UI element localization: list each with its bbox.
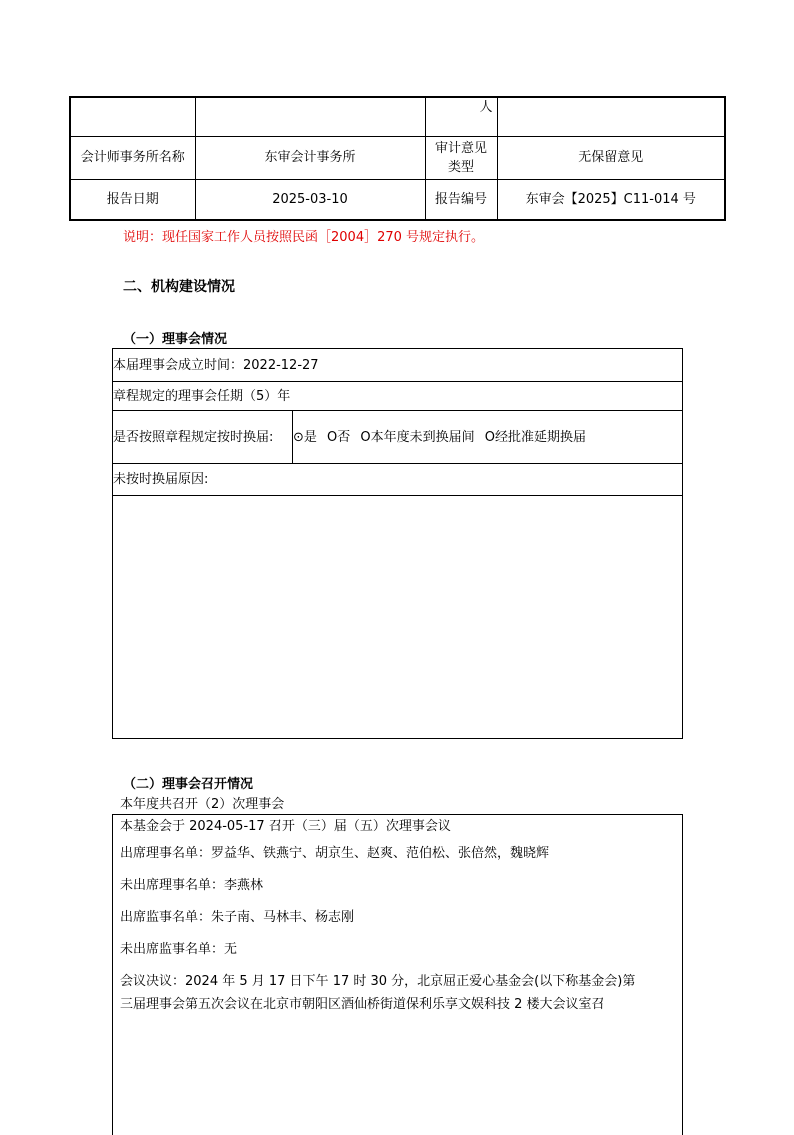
table-cell xyxy=(195,97,425,136)
table-row xyxy=(70,97,725,136)
section-title: 二、机构建设情况 xyxy=(123,279,235,295)
report-date-label: 报告日期 xyxy=(70,179,195,220)
reason-label: 未按时换届原因: xyxy=(113,464,683,496)
established-date: 本届理事会成立时间：2022-12-27 xyxy=(113,349,683,382)
resolution-line: 会议决议：2024 年 5 月 17 日下午 17 时 30 分，北京屈正爱心基金会(以下称基金会)第 xyxy=(120,974,636,989)
table-cell xyxy=(425,97,497,136)
absent-supervisors-list: 未出席监事名单：无 xyxy=(120,942,238,957)
radio-no[interactable]: O否 xyxy=(327,429,351,445)
radio-approved-delay[interactable]: O经批准延期换届 xyxy=(484,429,587,445)
meetings-title: （二）理事会召开情况 xyxy=(123,777,254,792)
resolution-line: 三届理事会第五次会议在北京市朝阳区酒仙桥街道保利乐享文娱科技 2 楼大会议室召 xyxy=(120,997,605,1012)
on-time-options xyxy=(293,411,683,464)
table-row xyxy=(113,349,683,382)
note-text: 说明：现任国家工作人员按照民函［2004］270 号规定执行。 xyxy=(123,230,485,245)
table-cell xyxy=(70,97,195,136)
board-info-table xyxy=(112,348,683,739)
board-info-title: （一）理事会情况 xyxy=(123,332,228,347)
meetings-summary: 本年度共召开（2）次理事会 xyxy=(120,797,285,812)
radio-yes[interactable]: ⊙是 xyxy=(293,429,317,445)
table-row xyxy=(113,411,683,464)
firm-name-value: 东审会计事务所 xyxy=(195,136,425,179)
table-row xyxy=(113,496,683,739)
person-label: 人 xyxy=(479,100,493,115)
report-number-label: 报告编号 xyxy=(425,179,497,220)
meeting-record xyxy=(112,814,683,1135)
table-row xyxy=(70,179,725,220)
report-date-value: 2025-03-10 xyxy=(195,179,425,220)
attendees-list: 出席理事名单：罗益华、铁燕宁、胡京生、赵爽、范伯松、张倍然，魏晓辉 xyxy=(120,846,550,861)
table-cell xyxy=(497,97,725,136)
meeting-header: 本基金会于 2024-05-17 召开（三）届（五）次理事会议 xyxy=(120,819,451,834)
opinion-type-value: 无保留意见 xyxy=(497,136,725,179)
supervisors-list: 出席监事名单：朱子南、马林丰、杨志刚 xyxy=(120,910,355,925)
firm-name-label: 会计师事务所名称 xyxy=(70,136,195,179)
audit-info-table xyxy=(69,96,726,221)
report-number-value: 东审会【2025】C11-014 号 xyxy=(497,179,725,220)
reason-content xyxy=(113,496,683,739)
opinion-type-label: 审计意见类型 xyxy=(425,136,497,179)
table-row xyxy=(113,382,683,411)
radio-not-due[interactable]: O本年度未到换届间 xyxy=(360,429,475,445)
table-row xyxy=(70,136,725,179)
on-time-label: 是否按照章程规定按时换届: xyxy=(113,411,293,464)
absent-list: 未出席理事名单：李燕林 xyxy=(120,878,264,893)
board-term: 章程规定的理事会任期（5）年 xyxy=(113,382,683,411)
table-row xyxy=(113,464,683,496)
